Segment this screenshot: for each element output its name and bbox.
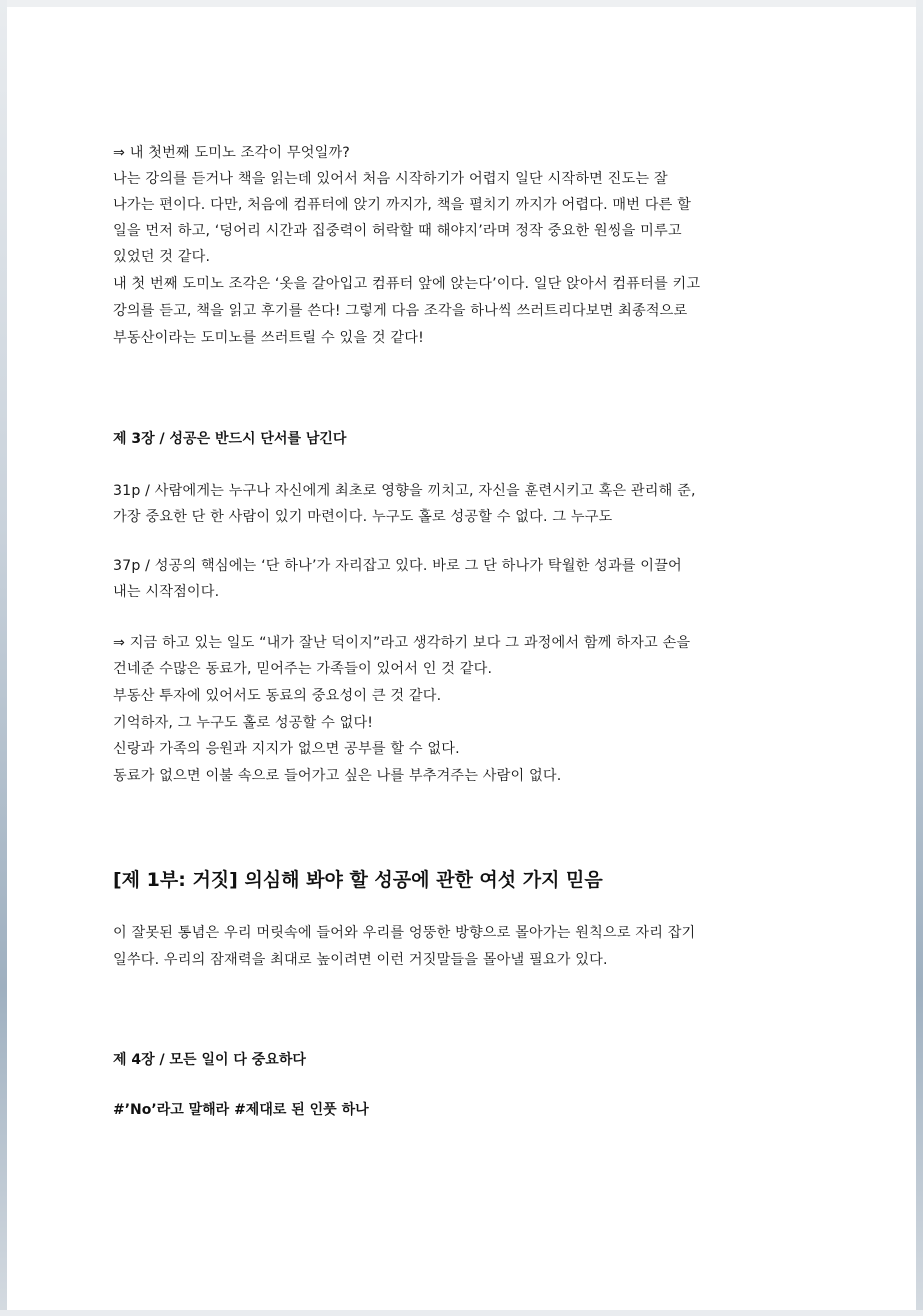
chapter3-heading: 제 3장 / 성공은 반드시 단서를 남긴다 xyxy=(113,431,347,447)
section1-line-5: 있었던 것 같다. xyxy=(113,249,211,265)
chapter3-reflection-line-4: 기억하자, 그 누구도 홀로 성공할 수 없다! xyxy=(113,715,374,731)
window-right-edge xyxy=(916,0,923,1316)
chapter3-quote1-line-1: 31p / 사람에게는 누구나 자신에게 최초로 영향을 끼치고, 자신을 훈련시키고 혹은 관리해 준, xyxy=(113,483,696,499)
section1-line-7: 강의를 듣고, 책을 읽고 후기를 쓴다! 그렇게 다음 조각을 하나씩 쓰러트리다보면 최종적으로 xyxy=(113,303,688,319)
chapter3-reflection-line-2: 건네준 수많은 동료가, 믿어주는 가족들이 있어서 인 것 같다. xyxy=(113,661,493,677)
section1-line-8: 부동산이라는 도미노를 쓰러트릴 수 있을 것 같다! xyxy=(113,330,424,346)
section1-line-4: 일을 먼저 하고, ‘덩어리 시간과 집중력이 허락할 때 해야지’라며 정작 중요한 원씽을 미루고 xyxy=(113,223,682,239)
chapter3-reflection-line-5: 신랑과 가족의 응원과 지지가 없으면 공부를 할 수 없다. xyxy=(113,741,460,757)
section1-line-1: ⇒ 내 첫번째 도미노 조각이 무엇일까? xyxy=(113,145,350,161)
chapter3-quote1-line-2: 가장 중요한 단 한 사람이 있기 마련이다. 누구도 홀로 성공할 수 없다. 그 누구도 xyxy=(113,509,613,525)
part1-line-2: 일쑤다. 우리의 잠재력을 최대로 높이려면 이런 거짓말들을 몰아낼 필요가 있다. xyxy=(113,952,608,968)
section1-line-2: 나는 강의를 듣거나 책을 읽는데 있어서 처음 시작하기가 어렵지 일단 시작하면 진도는 잘 xyxy=(113,171,668,187)
chapter3-reflection-line-6: 동료가 없으면 이불 속으로 들어가고 싶은 나를 부추겨주는 사람이 없다. xyxy=(113,768,562,784)
chapter4-tags: #’No’라고 말해라 #제대로 된 인풋 하나 xyxy=(113,1102,369,1118)
section1-line-3: 나가는 편이다. 다만, 처음에 컴퓨터에 앉기 까지가, 책을 펼치기 까지가 어렵다. 매번 다른 할 xyxy=(113,197,692,213)
window-left-edge xyxy=(0,0,7,1316)
window-bottom-edge xyxy=(0,1310,923,1316)
part1-line-1: 이 잘못된 통념은 우리 머릿속에 들어와 우리를 엉뚱한 방향으로 몰아가는 원칙으로 자리 잡기 xyxy=(113,925,696,941)
chapter3-reflection-line-1: ⇒ 지금 하고 있는 일도 “내가 잘난 덕이지”라고 생각하기 보다 그 과정에서 함께 하자고 손을 xyxy=(113,635,691,651)
chapter3-quote2-line-2: 내는 시작점이다. xyxy=(113,584,220,600)
chapter4-heading: 제 4장 / 모든 일이 다 중요하다 xyxy=(113,1052,306,1068)
chapter3-reflection-line-3: 부동산 투자에 있어서도 동료의 중요성이 큰 것 같다. xyxy=(113,688,442,704)
window-top-edge xyxy=(0,0,923,7)
section1-line-6: 내 첫 번째 도미노 조각은 ‘옷을 갈아입고 컴퓨터 앞에 앉는다’이다. 일단 앉아서 컴퓨터를 키고 xyxy=(113,276,701,292)
part1-heading: [제 1부: 거짓] 의심해 봐야 할 성공에 관한 여섯 가지 믿음 xyxy=(113,869,603,891)
chapter3-quote2-line-1: 37p / 성공의 핵심에는 ‘단 하나’가 자리잡고 있다. 바로 그 단 하나가 탁월한 성과를 이끌어 xyxy=(113,558,682,574)
